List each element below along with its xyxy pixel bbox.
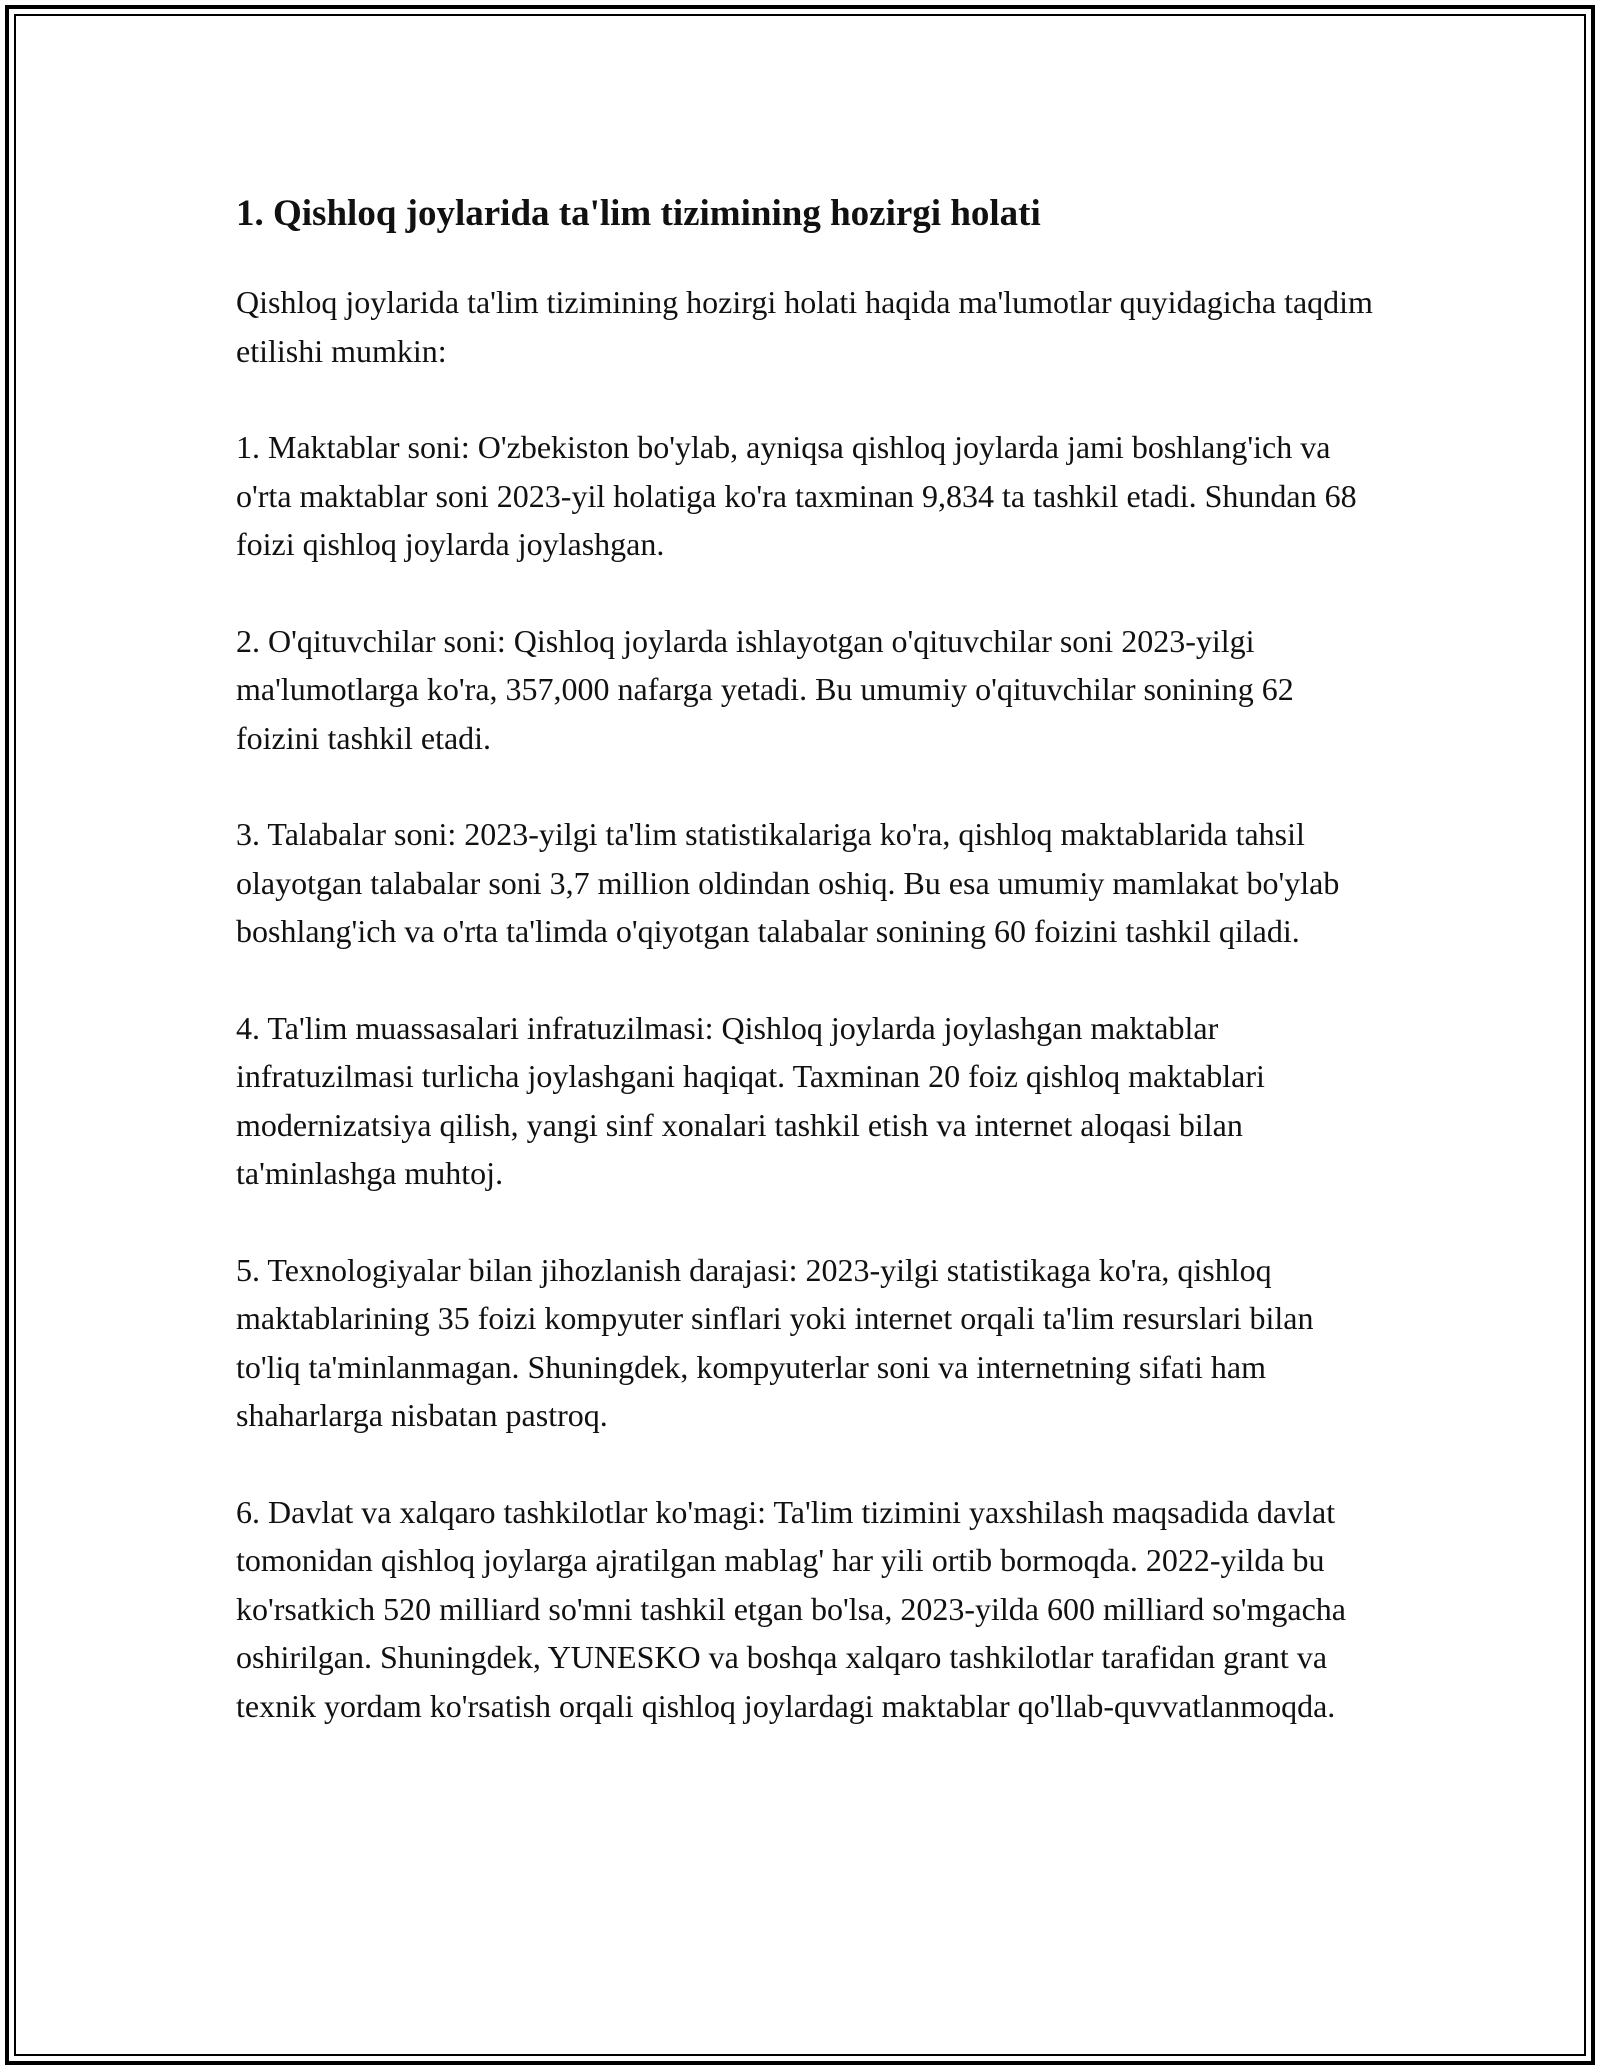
document-body [236,186,1376,1778]
intro-paragraph: Qishloq joylarida ta'lim tizimining hozirgi holati haqida ma'lumotlar quyidagicha taqdim etilishi mumkin: [236,284,1373,369]
item-support: 6. Davlat va xalqaro tashkilotlar ko'magi: Ta'lim tizimini yaxshilash maqsadida davlat tomonidan qishloq joylarga ajratilgan mablag' har yili ortib bormoqda. 2022-yilda bu ko'rsatkich 520 milliard so'mni tashkil etgan bo'lsa, 2023-yilda 600 milliard so'mgacha oshirilgan. Shuningdek, YUNESKO va boshqa xalqaro tashkilotlar tarafidan grant va texnik yordam ko'rsatish orqali qishloq joylardagi maktablar qo'llab-quvvatlanmoqda. [236,1493,1346,1724]
item-teachers: 2. O'qituvchilar soni: Qishloq joylarda ishlayotgan o'qituvchilar soni 2023-yilgi ma'lumotlarga ko'ra, 357,000 nafarga yetadi. Bu umumiy o'qituvchilar sonining 62 foizini tashkil etadi. [236,622,1294,756]
item-infrastructure: 4. Ta'lim muassasalari infratuzilmasi: Qishloq joylarda joylashgan maktablar infratuzilmasi turlicha joylashgani haqiqat. Taxminan 20 foiz qishloq maktablari modernizatsiya qilish, yangi sinf xonalari tashkil etish va internet aloqasi bilan ta'minlashga muhtoj. [236,1009,1265,1191]
item-students: 3. Talabalar soni: 2023-yilgi ta'lim statistikalariga ko'ra, qishloq maktablarida tahsil olayotgan talabalar soni 3,7 million oldindan oshiq. Bu esa umumiy mamlakat bo'ylab boshlang'ich va o'rta ta'limda o'qiyotgan talabalar sonining 60 foizini tashkil qiladi. [236,816,1340,949]
section-title: 1. Qishloq joylarida ta'lim tizimining hozirgi holati [236,193,1041,234]
item-schools: 1. Maktablar soni: O'zbekiston bo'ylab, ayniqsa qishloq joylarda jami boshlang'ich va o'rta maktablar soni 2023-yil holatiga ko'ra taxminan 9,834 ta tashkil etadi. Shundan 68 foizi qishloq joylarda joylashgan. [236,429,1357,562]
item-technology: 5. Texnologiyalar bilan jihozlanish darajasi: 2023-yilgi statistikaga ko'ra, qishloq maktablarining 35 foizi kompyuter sinflari yoki internet orqali ta'lim resurslari bilan to'liq ta'minlanmagan. Shuningdek, kompyuterlar soni va internetning sifati ham shaharlarga nisbatan pastroq. [236,1251,1314,1433]
